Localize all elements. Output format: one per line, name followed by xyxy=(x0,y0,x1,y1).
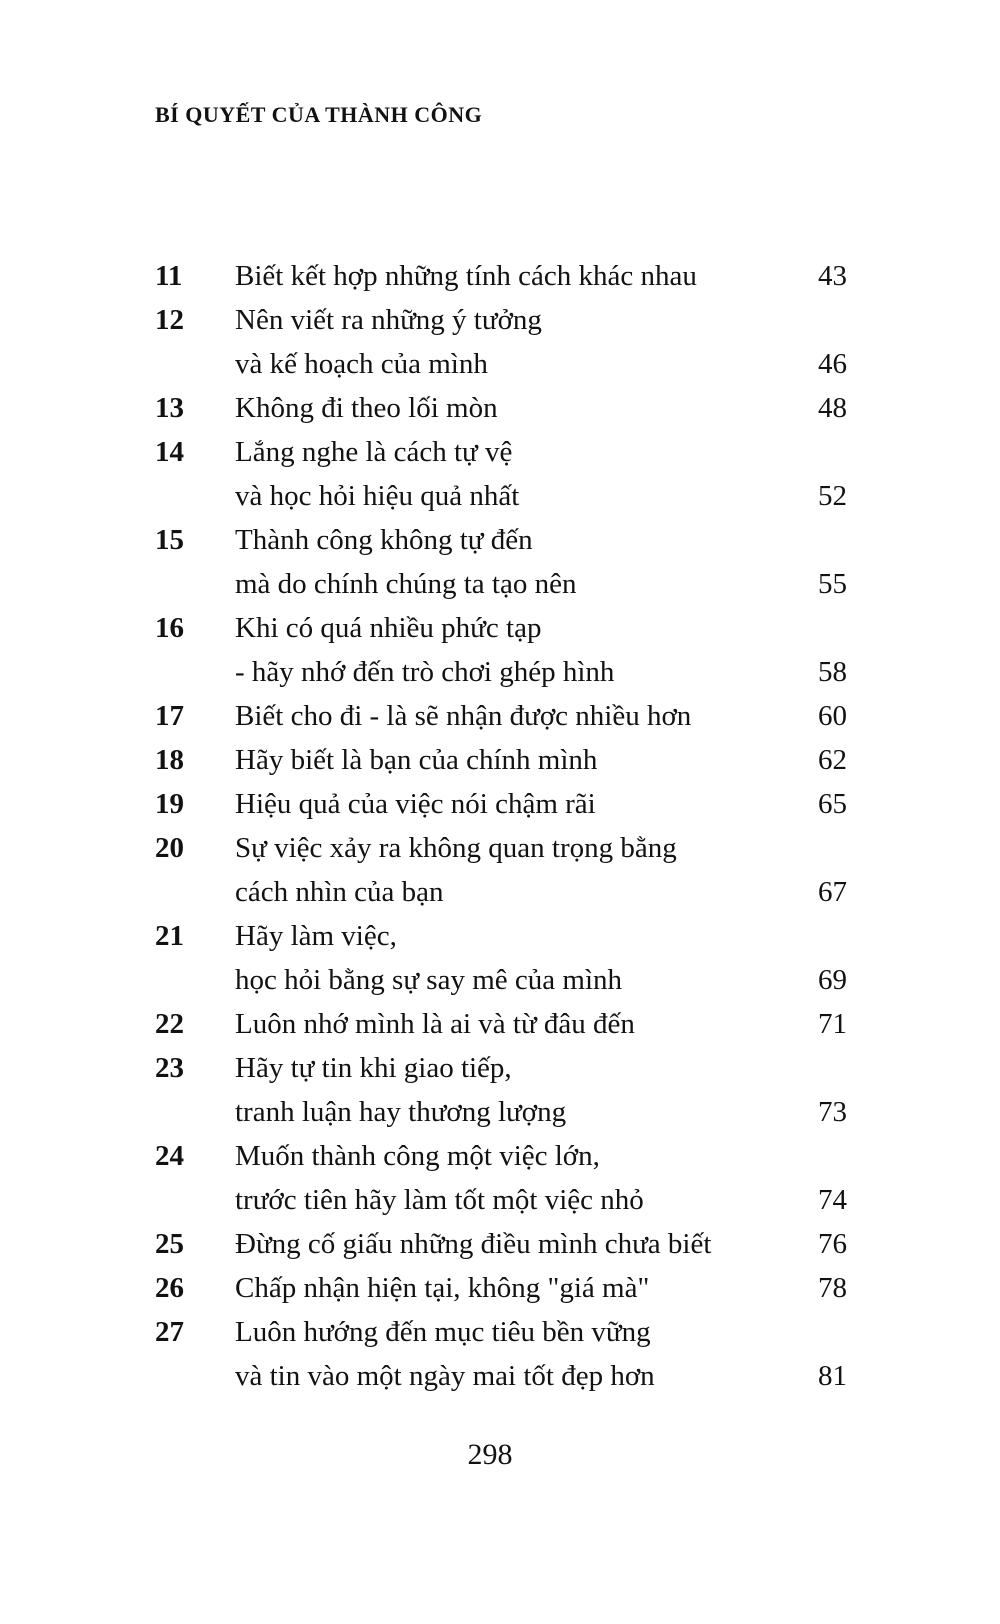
toc-entry-page: 71 xyxy=(818,1008,847,1040)
toc-row xyxy=(155,1134,847,1178)
toc-row xyxy=(155,914,847,958)
toc-entry-page: 43 xyxy=(818,260,847,292)
toc-row xyxy=(155,694,847,738)
toc-entry-title: - hãy nhớ đến trò chơi ghép hình xyxy=(235,656,615,688)
toc-row xyxy=(155,1178,847,1222)
toc-entry-number: 25 xyxy=(155,1228,184,1260)
toc-entry-title: Hiệu quả của việc nói chậm rãi xyxy=(235,788,596,820)
toc-entry-number: 15 xyxy=(155,524,184,556)
page-number: 298 xyxy=(467,1438,513,1471)
toc-row xyxy=(155,518,847,562)
toc-entry-title: mà do chính chúng ta tạo nên xyxy=(235,568,577,600)
toc-entry-page: 73 xyxy=(818,1096,847,1128)
toc-entry-page: 67 xyxy=(818,876,847,908)
toc-entry-title: Đừng cố giấu những điều mình chưa biết xyxy=(235,1228,712,1260)
toc-entry-title: Hãy làm việc, xyxy=(235,920,397,952)
toc-entry-number: 17 xyxy=(155,700,184,732)
toc-entry-title: tranh luận hay thương lượng xyxy=(235,1096,567,1128)
toc-row xyxy=(155,1310,847,1354)
toc-row xyxy=(155,650,847,694)
toc-entry-page: 76 xyxy=(818,1228,847,1260)
toc-entry-page: 60 xyxy=(818,700,847,732)
toc-entry-page: 48 xyxy=(818,392,847,424)
toc-entry-title: Muốn thành công một việc lớn, xyxy=(235,1140,600,1172)
toc-entry-title: cách nhìn của bạn xyxy=(235,876,444,908)
toc-row xyxy=(155,958,847,1002)
toc-entry-number: 26 xyxy=(155,1272,184,1304)
toc-entry-number: 23 xyxy=(155,1052,184,1084)
toc-entry-number: 20 xyxy=(155,832,184,864)
toc-entry-number: 12 xyxy=(155,304,184,336)
toc-entry-title: Luôn hướng đến mục tiêu bền vững xyxy=(235,1316,651,1348)
running-head: BÍ QUYẾT CỦA THÀNH CÔNG xyxy=(155,102,483,127)
toc-entry-title: Biết kết hợp những tính cách khác nhau xyxy=(235,260,697,292)
toc-row xyxy=(155,1222,847,1266)
toc-entry-title: Luôn nhớ mình là ai và từ đâu đến xyxy=(235,1008,635,1040)
toc-row xyxy=(155,606,847,650)
toc-entry-title: Khi có quá nhiều phức tạp xyxy=(235,612,542,644)
toc-entry-title: Lắng nghe là cách tự vệ xyxy=(235,436,513,468)
toc-entry-page: 65 xyxy=(818,788,847,820)
toc-row xyxy=(155,386,847,430)
toc-entry-title: Hãy biết là bạn của chính mình xyxy=(235,744,598,776)
toc-entry-title: Không đi theo lối mòn xyxy=(235,392,498,424)
toc-entry-number: 24 xyxy=(155,1140,184,1172)
toc-row xyxy=(155,1090,847,1134)
toc-row xyxy=(155,254,847,298)
toc-entry-number: 18 xyxy=(155,744,184,776)
toc-entry-page: 81 xyxy=(818,1360,847,1392)
toc-entry-page: 46 xyxy=(818,348,847,380)
toc-entry-title: và kế hoạch của mình xyxy=(235,348,488,380)
toc-entry-title: Hãy tự tin khi giao tiếp, xyxy=(235,1052,512,1084)
toc-row xyxy=(155,826,847,870)
toc-entry-number: 27 xyxy=(155,1316,184,1348)
toc-row xyxy=(155,342,847,386)
toc-entry-title: Biết cho đi - là sẽ nhận được nhiều hơn xyxy=(235,700,692,732)
toc-row xyxy=(155,782,847,826)
toc-entry-number: 22 xyxy=(155,1008,184,1040)
toc-row xyxy=(155,430,847,474)
toc-entry-title: Nên viết ra những ý tưởng xyxy=(235,304,542,336)
toc-entry-page: 78 xyxy=(818,1272,847,1304)
toc-row xyxy=(155,298,847,342)
toc-row xyxy=(155,562,847,606)
toc-row xyxy=(155,738,847,782)
toc-row xyxy=(155,474,847,518)
toc-row xyxy=(155,1002,847,1046)
toc-entry-number: 14 xyxy=(155,436,184,468)
toc-entry-title: Chấp nhận hiện tại, không "giá mà" xyxy=(235,1272,650,1304)
toc-entry-page: 58 xyxy=(818,656,847,688)
toc-row xyxy=(155,1046,847,1090)
toc-row xyxy=(155,870,847,914)
toc-row xyxy=(155,1354,847,1398)
toc-entry-title: trước tiên hãy làm tốt một việc nhỏ xyxy=(235,1184,644,1216)
toc-entry-title: và tin vào một ngày mai tốt đẹp hơn xyxy=(235,1360,655,1392)
toc-list xyxy=(155,254,847,1398)
toc-entry-number: 19 xyxy=(155,788,184,820)
toc-entry-number: 16 xyxy=(155,612,184,644)
toc-entry-title: Thành công không tự đến xyxy=(235,524,533,556)
toc-entry-number: 11 xyxy=(155,260,183,292)
toc-entry-page: 62 xyxy=(818,744,847,776)
toc-entry-title: và học hỏi hiệu quả nhất xyxy=(235,480,520,512)
toc-entry-page: 52 xyxy=(818,480,847,512)
toc-entry-page: 74 xyxy=(818,1184,847,1216)
toc-entry-number: 13 xyxy=(155,392,184,424)
toc-entry-number: 21 xyxy=(155,920,184,952)
toc-entry-title: Sự việc xảy ra không quan trọng bằng xyxy=(235,832,677,864)
toc-entry-title: học hỏi bằng sự say mê của mình xyxy=(235,964,622,996)
toc-entry-page: 69 xyxy=(818,964,847,996)
toc-entry-page: 55 xyxy=(818,568,847,600)
toc-row xyxy=(155,1266,847,1310)
